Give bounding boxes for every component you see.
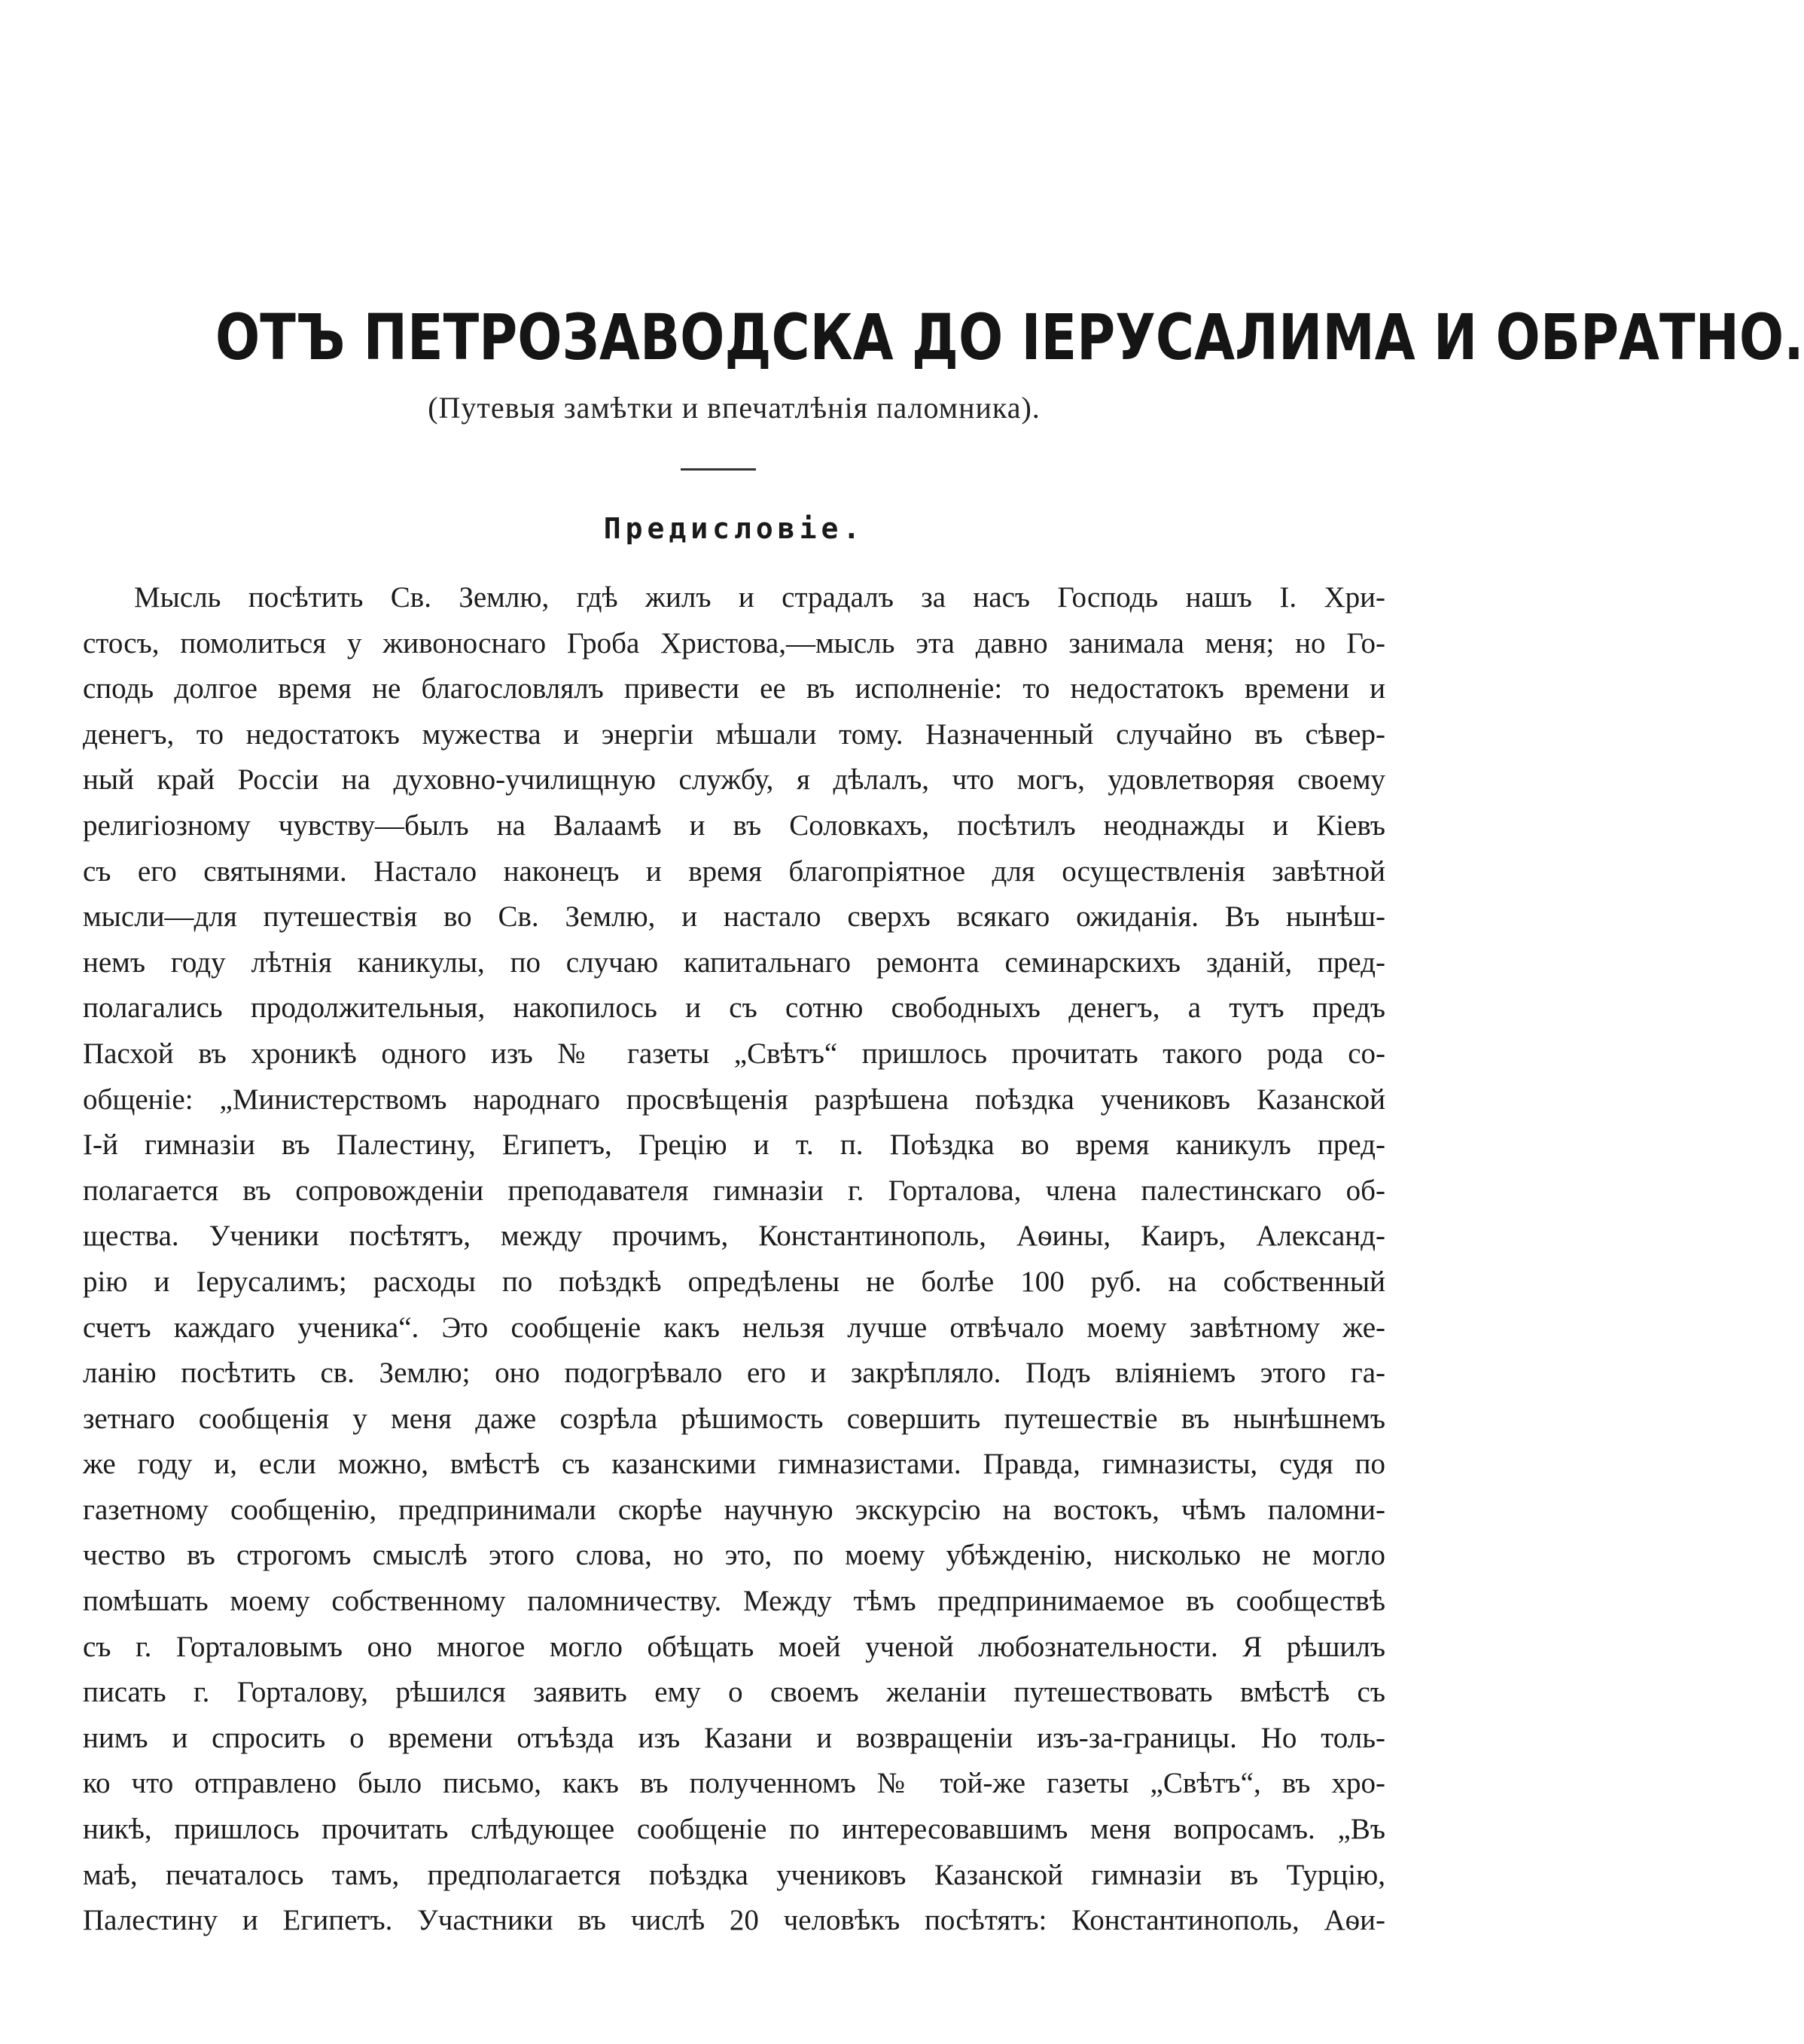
text-line: немъ году лѣтнія каникулы, по случаю капитальнаго ремонта семинарскихъ зданій, пред- xyxy=(83,946,1385,979)
text-line: полагались продолжительныя, накопилось и съ сотню свободныхъ денегъ, а тутъ предъ xyxy=(83,992,1385,1025)
text-line: Мысль посѣтить Св. Землю, гдѣ жилъ и страдалъ за насъ Господь нашъ І. Хри- xyxy=(134,581,1385,614)
text-line: мысли—для путешествія во Св. Землю, и настало сверхъ всякаго ожиданія. Въ нынѣш- xyxy=(83,900,1385,934)
text-line: рію и Іерусалимъ; расходы по поѣздкѣ опредѣлены не болѣе 100 руб. на собственный xyxy=(83,1265,1385,1298)
text-line: I-й гимназіи въ Палестину, Египетъ, Грецію и т. п. Поѣздка во время каникулъ пред- xyxy=(83,1129,1385,1162)
text-line: ный край Россіи на духовно-училищную службу, я дѣлалъ, что могъ, удовлетворяя своему xyxy=(83,763,1385,797)
article-title: ОТЪ ПЕТРОЗАВОДСКА ДО ІЕРУСАЛИМА И ОБРАТНО. xyxy=(215,300,1804,374)
text-line: счетъ каждаго ученика“. Это сообщеніе какъ нельзя лучше отвѣчало моему завѣтному же- xyxy=(83,1311,1385,1344)
text-line: помѣшать моему собственному паломничеству. Между тѣмъ предпринимаемое въ сообществѣ xyxy=(83,1585,1385,1618)
text-line: Палестину и Египетъ. Участники въ числѣ 20 человѣкъ посѣтятъ: Константинополь, Аѳи- xyxy=(83,1904,1385,1937)
article-subtitle: (Путевыя замѣтки и впечатлѣнія паломника). xyxy=(428,391,1041,425)
text-line: стосъ, помолиться у живоноснаго Гроба Христова,—мысль эта давно занимала меня; но Го- xyxy=(83,626,1385,660)
text-line: денегъ, то недостатокъ мужества и энергіи мѣшали тому. Назначенный случайно въ сѣвер- xyxy=(83,717,1385,751)
divider-rule xyxy=(681,468,756,471)
text-line: религіозному чувству—былъ на Валаамѣ и въ Соловкахъ, посѣтилъ неоднажды и Кіевъ xyxy=(83,809,1385,842)
text-line: зетнаго сообщенія у меня даже созрѣла рѣшимость совершить путешествіе въ нынѣшнемъ xyxy=(83,1402,1385,1435)
text-line: сподь долгое время не благословлялъ привести ее въ исполненіе: то недостатокъ времени и xyxy=(83,672,1385,705)
text-line: чество въ строгомъ смыслѣ этого слова, но это, по моему убѣжденію, нисколько не могло xyxy=(83,1539,1385,1572)
text-line: щества. Ученики посѣтятъ, между прочимъ, Константинополь, Аѳины, Каиръ, Александ- xyxy=(83,1220,1385,1253)
text-line: полагается въ сопровожденіи преподавателя гимназіи г. Горталова, члена палестинскаго об- xyxy=(83,1174,1385,1207)
section-heading: Предисловіе. xyxy=(603,512,865,545)
text-line: ко что отправлено было письмо, какъ въ полученномъ № той-же газеты „Свѣтъ“, въ хро- xyxy=(83,1767,1385,1800)
text-line: же году и, если можно, вмѣстѣ съ казанскими гимназистами. Правда, гимназисты, судя по xyxy=(83,1448,1385,1481)
text-line: съ г. Горталовымъ оно многое могло обѣщать моей ученой любознательности. Я рѣшилъ xyxy=(83,1630,1385,1663)
text-line: Пасхой въ хроникѣ одного изъ № газеты „Свѣтъ“ пришлось прочитать такого рода со- xyxy=(83,1037,1385,1070)
body-text xyxy=(83,575,1385,1944)
text-line: нимъ и спросить о времени отъѣзда изъ Казани и возвращеніи изъ-за-границы. Но толь- xyxy=(83,1721,1385,1754)
text-line: маѣ, печаталось тамъ, предполагается поѣздка учениковъ Казанской гимназіи въ Турцію, xyxy=(83,1858,1385,1891)
text-line: писать г. Горталову, рѣшился заявить ему о своемъ желаніи путешествовать вмѣстѣ съ xyxy=(83,1676,1385,1709)
text-line: никѣ, пришлось прочитать слѣдующее сообщеніе по интересовавшимъ меня вопросамъ. „Въ xyxy=(83,1813,1385,1846)
text-line: газетному сообщенію, предпринимали скорѣе научную экскурсію на востокъ, чѣмъ паломни- xyxy=(83,1493,1385,1526)
text-line: ланію посѣтить св. Землю; оно подогрѣвало его и закрѣпляло. Подъ вліяніемъ этого га- xyxy=(83,1357,1385,1390)
text-line: общеніе: „Министерствомъ народнаго просвѣщенія разрѣшена поѣздка учениковъ Казанской xyxy=(83,1083,1385,1116)
text-line: съ его святынями. Настало наконецъ и время благопріятное для осуществленія завѣтной xyxy=(83,854,1385,888)
